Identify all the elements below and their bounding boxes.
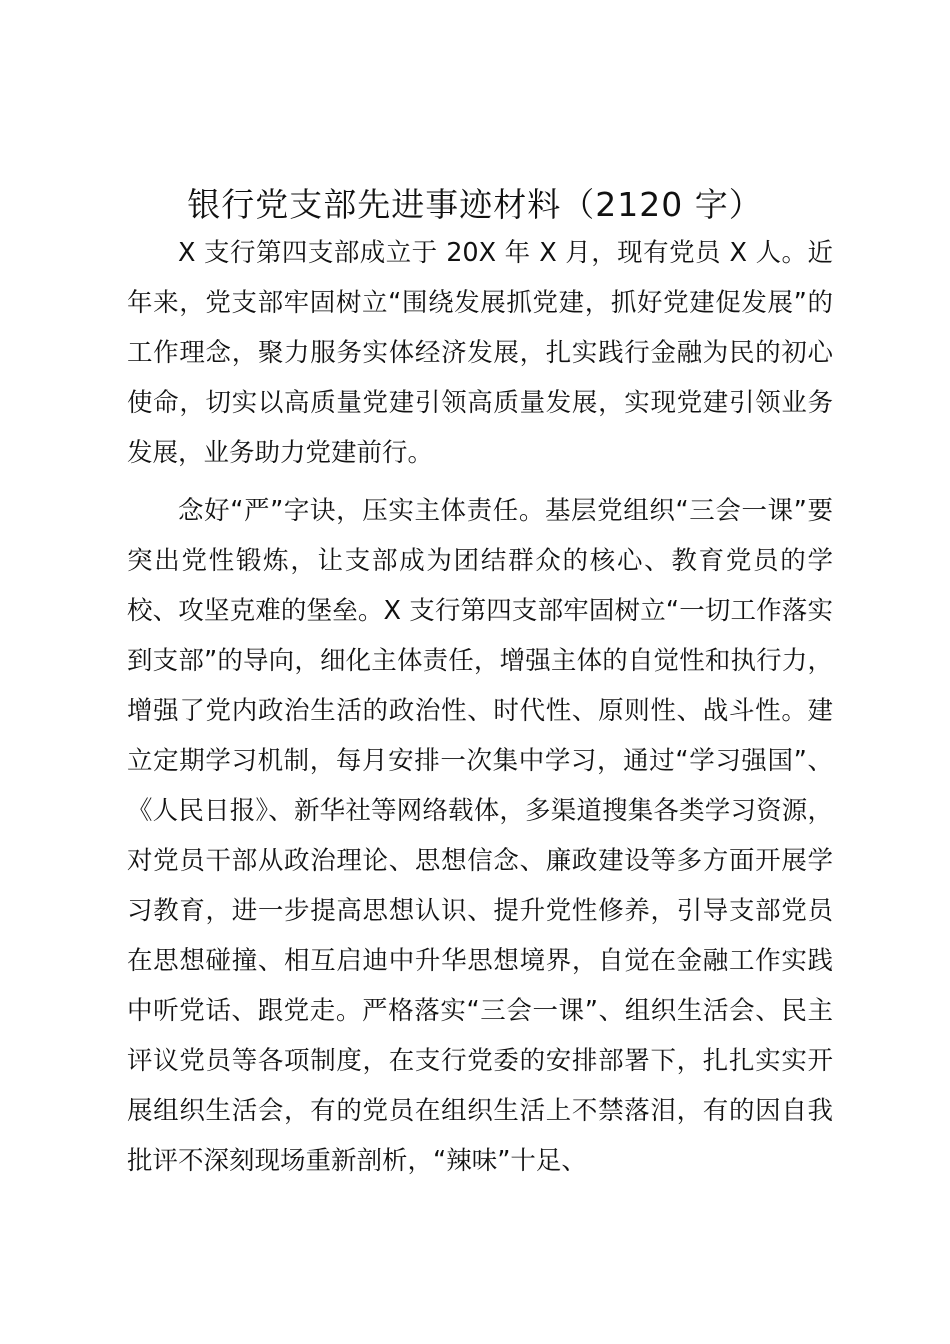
document-title: 银行党支部先进事迹材料（2120 字） (187, 185, 763, 224)
paragraph-intro: X 支行第四支部成立于 20X 年 X 月，现有党员 X 人。近年来，党支部牢固树立“围绕发展抓党建，抓好党建促发展”的工作理念，聚力服务实体经济发展，扎实践行金融为民的初心使命，切实以高质量党建引领高质量发展，实现党建引领业务发展，业务助力党建前行。 (127, 238, 833, 468)
document-body (127, 228, 833, 1186)
paragraph-responsibility: 念好“严”字诀，压实主体责任。基层党组织“三会一课”要突出党性锻炼，让支部成为团结群众的核心、教育党员的学校、攻坚克难的堡垒。X 支行第四支部牢固树立“一切工作落实到支部”的导向，细化主体责任，增强主体的自觉性和执行力，增强了党内政治生活的政治性、时代性、原则性、战斗性。建立定期学习机制，每月安排一次集中学习，通过“学习强国”、《人民日报》、新华社等网络载体，多渠道搜集各类学习资源，对党员干部从政治理论、思想信念、廉政建设等多方面开展学习教育，进一步提高思想认识、提升党性修养，引导支部党员在思想碰撞、相互启迪中升华思想境界，自觉在金融工作实践中听党话、跟党走。严格落实“三会一课”、组织生活会、民主评议党员等各项制度，在支行党委的安排部署下，扎扎实实开展组织生活会，有的党员在组织生活上不禁落泪，有的因自我批评不深刻现场重新剖析，“辣味”十足、 (127, 496, 833, 1176)
